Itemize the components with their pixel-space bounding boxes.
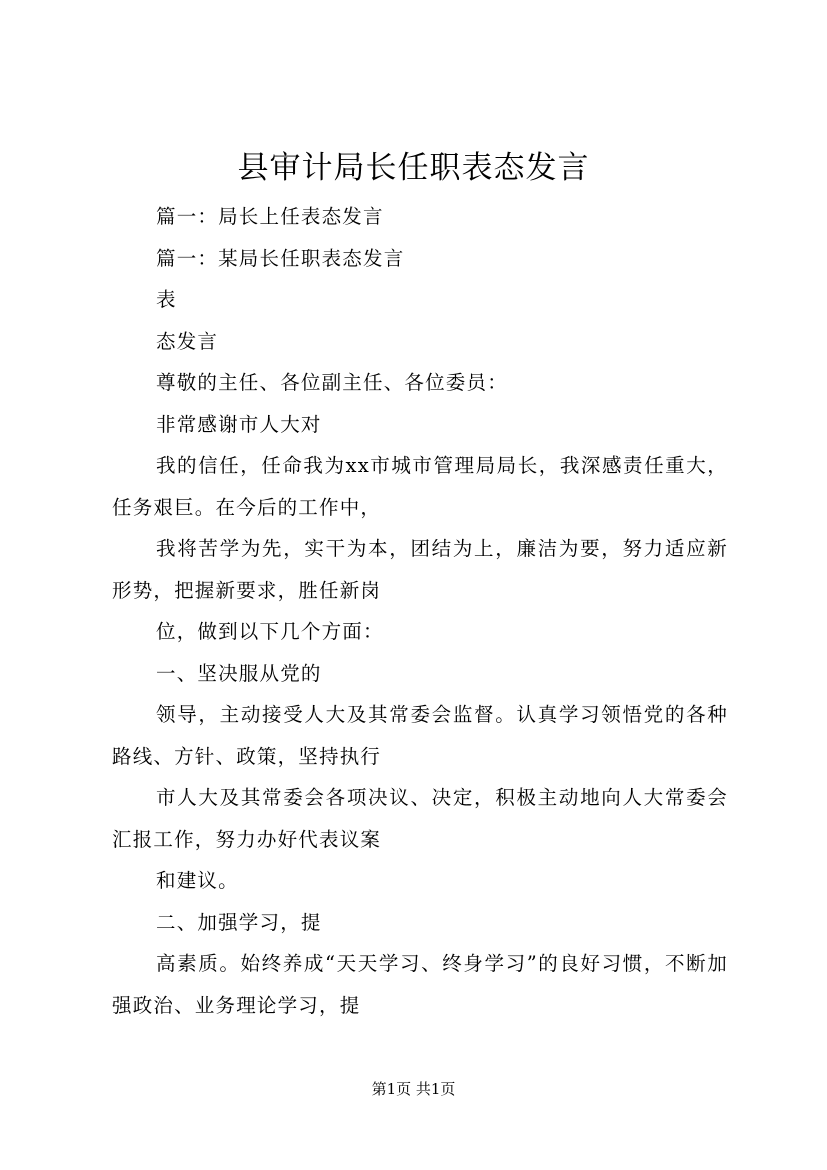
paragraph: 一、坚决服从党的 bbox=[156, 661, 322, 685]
document-body bbox=[112, 196, 728, 1026]
paragraph: 高素质。始终养成“天天学习、终身学习”的良好习惯，不断加强政治、业务理论学习，提 bbox=[112, 952, 728, 1017]
paragraph: 市人大及其常委会各项决议、决定，积极主动地向人大常委会汇报工作，努力办好代表议案 bbox=[112, 786, 728, 851]
paragraph: 领导，主动接受人大及其常委会监督。认真学习领悟党的各种路线、方针、政策，坚持执行 bbox=[112, 703, 728, 768]
paragraph: 篇一：某局长任职表态发言 bbox=[156, 246, 405, 270]
paragraph: 非常感谢市人大对 bbox=[156, 412, 322, 436]
paragraph: 尊敬的主任、各位副主任、各位委员： bbox=[156, 371, 508, 394]
paragraph: 和建议。 bbox=[156, 869, 239, 892]
document-title: 县审计局长任职表态发言 bbox=[237, 150, 590, 186]
paragraph: 态发言 bbox=[156, 329, 219, 353]
page-footer: 第1页 共1页 bbox=[371, 1080, 456, 1098]
paragraph: 表 bbox=[156, 288, 177, 311]
paragraph: 二、加强学习，提 bbox=[156, 910, 322, 934]
paragraph: 我将苦学为先，实干为本，团结为上，廉洁为要，努力适应新形势，把握新要求，胜任新岗 bbox=[112, 537, 728, 602]
paragraph: 篇一：局长上任表态发言 bbox=[156, 205, 384, 228]
paragraph: 位，做到以下几个方面： bbox=[156, 620, 384, 643]
paragraph: 我的信任，任命我为xx市城市管理局局长，我深感责任重大，任务艰巨。在今后的工作中， bbox=[112, 454, 728, 519]
